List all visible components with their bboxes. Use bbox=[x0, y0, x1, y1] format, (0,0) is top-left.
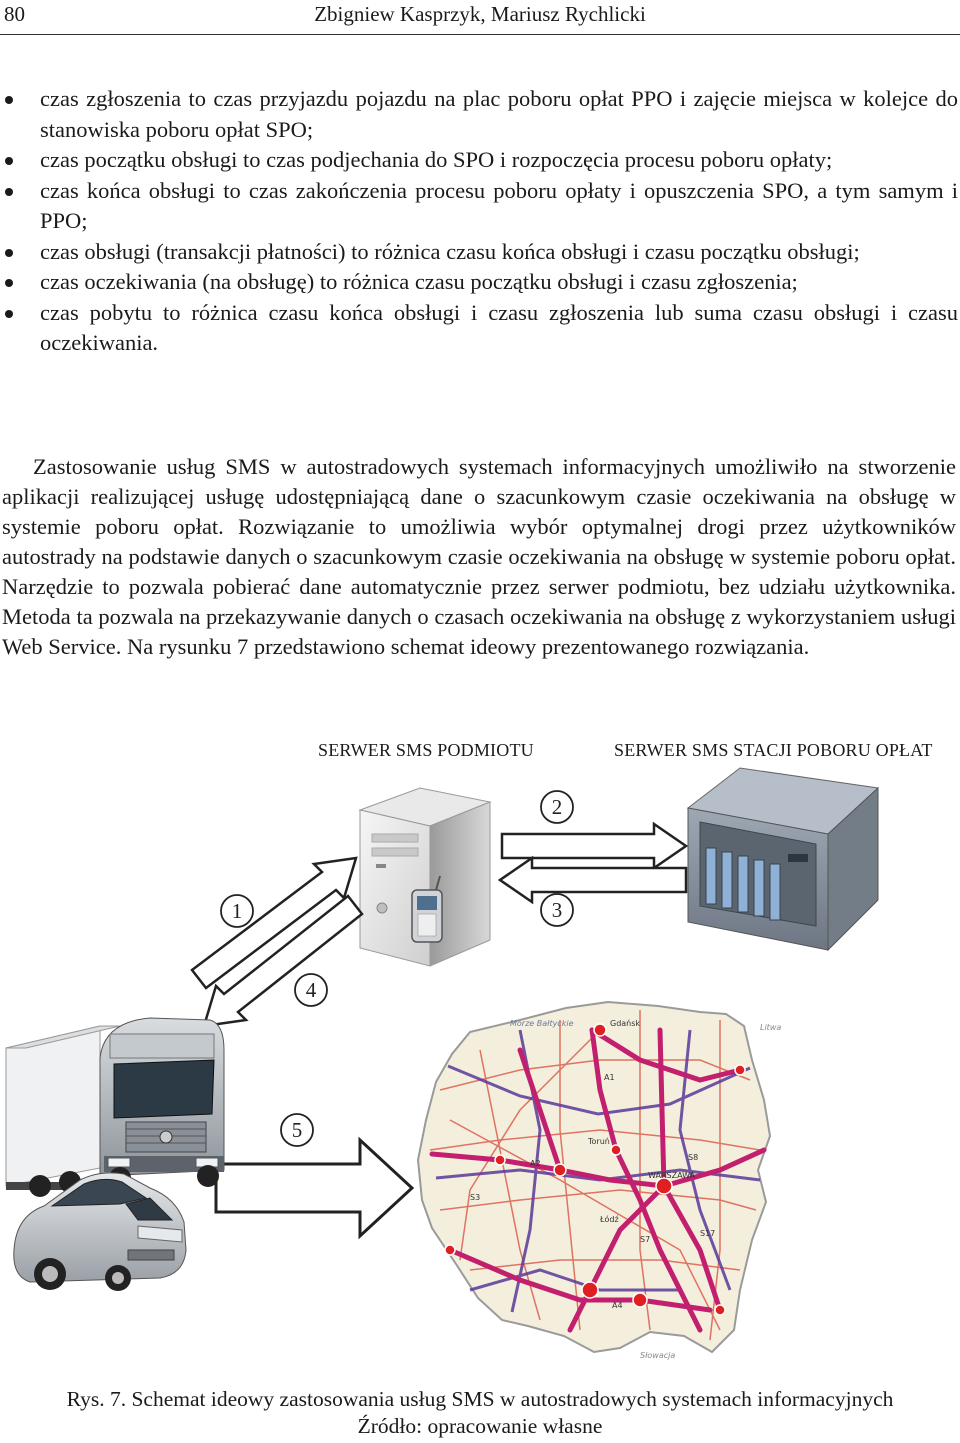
svg-text:4: 4 bbox=[305, 978, 317, 1002]
caption-title: Rys. 7. Schemat ideowy zastosowania usług SMS w autostradowych systemach informacyjnych bbox=[66, 1387, 894, 1411]
step-number-2 bbox=[541, 791, 573, 823]
step-number-5 bbox=[281, 1114, 313, 1146]
map-city-marker bbox=[495, 1155, 505, 1165]
svg-text:S3: S3 bbox=[470, 1193, 481, 1202]
map-city-marker bbox=[445, 1245, 455, 1255]
svg-text:Słowacja: Słowacja bbox=[640, 1351, 676, 1360]
server-left-label: SERWER SMS PODMIOTU bbox=[318, 740, 534, 760]
svg-text:Toruń: Toruń bbox=[588, 1137, 610, 1146]
bullet-icon bbox=[5, 249, 13, 257]
svg-text:WARSZAWA: WARSZAWA bbox=[648, 1171, 696, 1180]
step-number-3 bbox=[541, 894, 573, 926]
svg-text:Gdańsk: Gdańsk bbox=[610, 1019, 641, 1028]
svg-text:1: 1 bbox=[231, 899, 243, 923]
page-number: 80 bbox=[4, 2, 25, 26]
figure-7 bbox=[0, 730, 960, 1380]
map-city-marker bbox=[594, 1024, 606, 1036]
bullet-icon bbox=[5, 96, 13, 104]
bullet-icon bbox=[5, 279, 13, 287]
figure-drawing bbox=[0, 730, 960, 1380]
page-header bbox=[0, 0, 960, 35]
bullet-icon bbox=[5, 310, 13, 318]
running-head-authors: Zbigniew Kasprzyk, Mariusz Rychlicki bbox=[314, 2, 646, 26]
map-city-marker bbox=[735, 1065, 745, 1075]
definition-list bbox=[0, 84, 958, 359]
entity-rack-server-icon bbox=[688, 768, 878, 950]
caption-source: Źródło: opracowanie własne bbox=[357, 1414, 603, 1438]
list-item: czas końca obsługi to czas zakończenia procesu poboru opłaty i opuszczenia SPO, a tym samym i PPO; bbox=[0, 176, 958, 237]
svg-text:Morze Bałtyckie: Morze Bałtyckie bbox=[510, 1019, 574, 1028]
list-item: czas zgłoszenia to czas przyjazdu pojazdu na plac poboru opłat PPO i zajęcie miejsca w kolejce do stanowiska poboru opłat SPO; bbox=[0, 84, 958, 145]
svg-text:Łódź: Łódź bbox=[600, 1215, 619, 1224]
step-number-1 bbox=[221, 895, 253, 927]
arrow-5-icon bbox=[216, 1140, 412, 1236]
road-map bbox=[418, 1002, 781, 1360]
truck-image bbox=[6, 1018, 224, 1197]
list-item: czas oczekiwania (na obsługę) to różnica czasu początku obsługi i czasu zgłoszenia; bbox=[0, 267, 958, 298]
map-city-marker bbox=[582, 1282, 598, 1298]
map-city-marker bbox=[715, 1305, 725, 1315]
map-city-marker bbox=[656, 1178, 672, 1194]
server-right-label: SERWER SMS STACJI POBORU OPŁAT bbox=[614, 740, 933, 760]
bullet-icon bbox=[5, 157, 13, 165]
svg-text:5: 5 bbox=[291, 1118, 303, 1142]
svg-text:A2: A2 bbox=[530, 1159, 541, 1168]
svg-text:A4: A4 bbox=[612, 1301, 623, 1310]
list-item: czas początku obsługi to czas podjechania do SPO i rozpoczęcia procesu poboru opłaty; bbox=[0, 145, 958, 176]
list-item: czas obsługi (transakcji płatności) to różnica czasu końca obsługi i czasu początku obsługi; bbox=[0, 237, 958, 268]
svg-text:2: 2 bbox=[551, 795, 563, 819]
bullet-icon bbox=[5, 188, 13, 196]
svg-text:A1: A1 bbox=[604, 1073, 615, 1082]
step-number-4 bbox=[295, 974, 327, 1006]
figure-caption bbox=[0, 1386, 960, 1440]
map-city-marker bbox=[554, 1164, 566, 1176]
map-city-marker bbox=[633, 1293, 647, 1307]
body-paragraph: Zastosowanie usług SMS w autostradowych systemach informacyjnych umożliwiło na stworzenie aplikacji realizującej usługę udostępniającą dane o szacunkowym czasie oczekiwania na obsługę w systemie poboru opłat. Rozwiązanie to umożliwia wybór optymalnej drogi przez użytkowników autostrady na podstawie danych o szacunkowym czasie oczekiwania na obsługę w systemie poboru opłat. Narzędzie to pozwala pobierać dane automatycznie przez serwer podmiotu, bez udziału użytkownika. Metoda ta pozwala na przekazywanie danych o czasach oczekiwania na obsługę z wykorzystaniem usługi Web Service. Na rysunku 7 przedstawiono schemat ideowy prezentowanego rozwiązania. bbox=[2, 454, 956, 659]
list-item: czas pobytu to różnica czasu końca obsługi i czasu zgłoszenia lub suma czasu obsługi i czasu oczekiwania. bbox=[0, 298, 958, 359]
map-city-marker bbox=[611, 1145, 621, 1155]
svg-text:S8: S8 bbox=[688, 1153, 699, 1162]
svg-text:S7: S7 bbox=[640, 1235, 651, 1244]
svg-text:3: 3 bbox=[551, 898, 563, 922]
svg-text:S17: S17 bbox=[700, 1229, 716, 1238]
svg-text:Litwa: Litwa bbox=[760, 1023, 782, 1032]
